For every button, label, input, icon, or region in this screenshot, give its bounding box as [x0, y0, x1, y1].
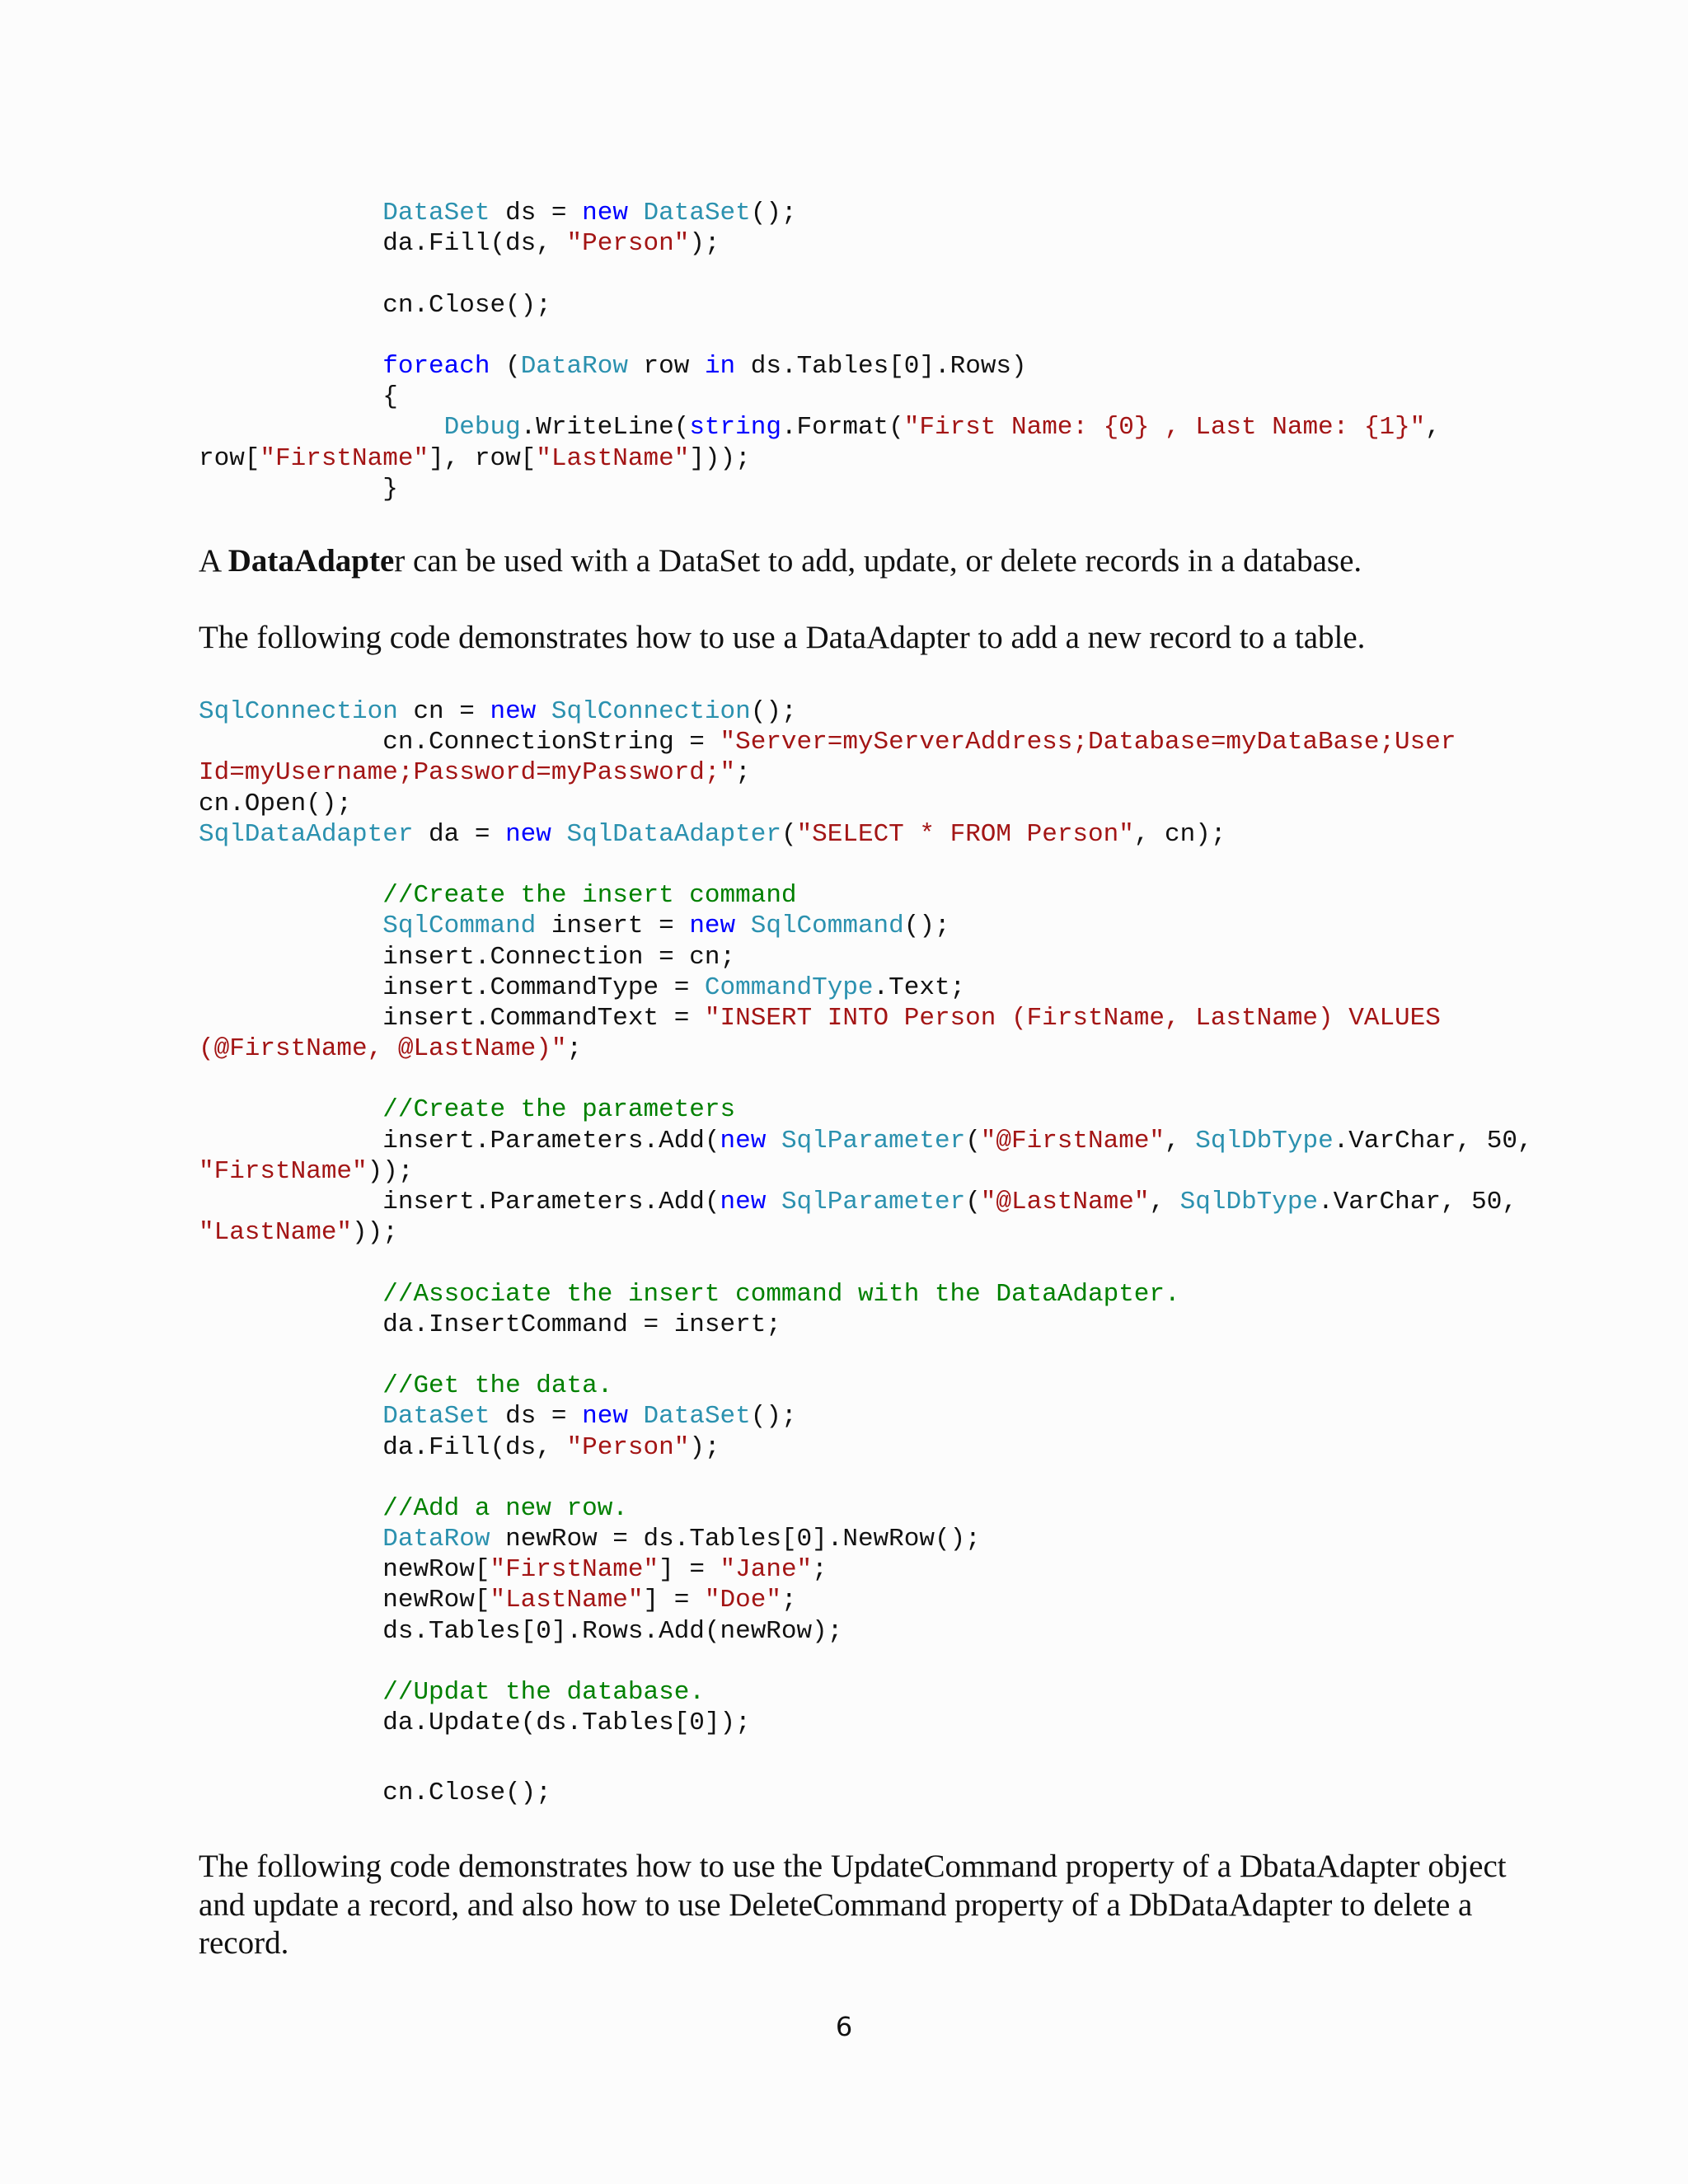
code-line: [199, 1003, 1533, 1033]
code-token: //Updat the database.: [382, 1678, 705, 1707]
code-token: SqlDataAdapter: [566, 819, 781, 849]
code-token: SqlConnection: [551, 697, 751, 726]
code-token: [199, 881, 382, 910]
bold-term-dataadapter: DataAdapte: [227, 543, 395, 579]
code-block-dataset-fill: [199, 198, 1441, 504]
code-token: in: [704, 351, 736, 381]
code-token: DataRow: [382, 1525, 490, 1554]
code-token: , cn);: [1133, 819, 1226, 849]
code-token: "INSERT INTO Person (FirstName, LastName) VALUES: [704, 1003, 1441, 1033]
code-token: [628, 199, 644, 227]
code-token: SqlDbType: [1179, 1188, 1319, 1216]
code-line: [199, 819, 1533, 850]
code-token: //Get the data.: [382, 1371, 613, 1401]
code-token: [199, 1280, 382, 1309]
code-token: //Create the insert command: [382, 881, 797, 911]
code-line: [199, 1585, 1533, 1615]
code-token: DataRow: [520, 351, 628, 381]
code-token: "FirstName": [490, 1555, 659, 1585]
code-token: SqlParameter: [781, 1126, 966, 1155]
code-token: insert.CommandText =: [199, 1003, 705, 1033]
code-token: SqlDbType: [1195, 1126, 1334, 1155]
code-token: (@FirstName, @LastName)": [199, 1034, 567, 1064]
code-token: ));: [352, 1218, 398, 1248]
code-token: [766, 1127, 781, 1155]
code-line: [199, 880, 1533, 911]
code-line: [199, 1094, 1533, 1125]
code-line: [199, 1524, 1533, 1554]
code-token: da.Update(ds.Tables[0]);: [199, 1708, 751, 1738]
code-token: .Text;: [873, 972, 966, 1002]
code-token: ]));: [689, 443, 751, 473]
code-token: newRow = ds.Tables[0].NewRow();: [490, 1525, 981, 1554]
code-token: DataSet: [643, 199, 751, 227]
code-token: "SELECT * FROM Person": [796, 819, 1134, 849]
code-line: [199, 259, 1441, 289]
code-line: [199, 1217, 1533, 1248]
page-number: 6: [835, 2011, 853, 2042]
code-token: //Associate the insert command with the DataAdapter.: [382, 1279, 1180, 1309]
code-token: {: [199, 382, 398, 412]
code-line: [199, 850, 1533, 880]
code-line: [199, 1340, 1533, 1371]
code-token: da.InsertCommand = insert;: [199, 1310, 781, 1339]
code-token: CommandType: [704, 972, 874, 1002]
code-token: ;: [812, 1555, 828, 1585]
paragraph-prefix: A: [199, 543, 228, 579]
code-token: SqlConnection: [199, 697, 398, 726]
code-token: row: [627, 351, 705, 381]
code-token: (: [965, 1188, 981, 1216]
code-line: [199, 228, 1441, 259]
code-line: [199, 1432, 1533, 1463]
code-token: //Create the parameters: [382, 1095, 736, 1125]
code-token: ));: [367, 1156, 414, 1186]
code-token: ;: [735, 758, 751, 788]
paragraph-update-delete-intro: The following code demonstrates how to use the UpdateCommand property of a DbataAdapter object and update a record, and also how to use DeleteCommand property of a DbDataAdapter to delete a record.: [199, 1849, 1507, 1961]
code-token: cn.Close();: [199, 1779, 551, 1807]
code-token: "LastName": [536, 443, 690, 473]
code-token: "Doe": [704, 1586, 781, 1615]
code-token: .WriteLine(: [520, 413, 690, 443]
code-token: .VarChar, 50,: [1318, 1188, 1517, 1216]
code-token: new: [720, 1188, 767, 1216]
code-line: [199, 1677, 1533, 1708]
code-token: newRow[: [199, 1586, 490, 1615]
paragraph-dataadapter-intro: [199, 542, 1517, 581]
code-line: [199, 1778, 551, 1808]
code-token: cn =: [397, 697, 490, 726]
code-block-close-connection: [199, 1778, 551, 1808]
code-token: ();: [750, 697, 797, 726]
code-token: [199, 1525, 382, 1554]
code-line: [199, 1493, 1533, 1524]
code-line: [199, 1401, 1533, 1432]
code-token: ds =: [490, 199, 583, 227]
code-line: [199, 1310, 1533, 1340]
code-token: ds.Tables[0].Rows.Add(newRow);: [199, 1616, 843, 1646]
code-token: "LastName": [199, 1218, 353, 1248]
code-token: [766, 1188, 781, 1216]
code-token: );: [689, 229, 720, 259]
code-token: [199, 413, 444, 442]
code-token: [199, 912, 382, 940]
code-line: [199, 1279, 1533, 1310]
code-line: [199, 1248, 1533, 1278]
code-line: [199, 1616, 1533, 1647]
code-line: [199, 1187, 1533, 1217]
code-token: );: [689, 1432, 720, 1462]
code-token: new: [505, 819, 551, 849]
code-line: [199, 789, 1533, 819]
code-token: }: [199, 474, 398, 504]
code-token: ;: [566, 1034, 583, 1064]
code-token: ds =: [490, 1402, 583, 1432]
code-token: (: [490, 351, 521, 381]
code-token: cn.Close();: [199, 290, 551, 320]
code-token: da =: [413, 819, 506, 849]
code-line: [199, 321, 1441, 351]
code-token: [199, 199, 382, 227]
code-line: [199, 1033, 1533, 1064]
code-token: ();: [750, 199, 797, 227]
code-line: [199, 382, 1441, 412]
code-token: .VarChar, 50,: [1333, 1126, 1533, 1155]
code-token: "Person": [566, 1432, 690, 1462]
code-token: "FirstName": [199, 1156, 368, 1186]
code-line: [199, 1371, 1533, 1401]
code-token: "Server=myServerAddress;Database=myDataBase;User: [720, 728, 1456, 757]
code-token: "Person": [566, 229, 690, 259]
code-line: [199, 290, 1441, 321]
code-token: new: [490, 697, 537, 726]
code-token: SqlCommand: [750, 912, 904, 941]
code-block-insert-record: [199, 696, 1533, 1738]
code-token: insert =: [536, 912, 690, 941]
code-line: [199, 727, 1533, 757]
code-token: foreach: [382, 351, 490, 381]
code-line: [199, 911, 1533, 941]
paragraph-add-record-intro: The following code demonstrates how to use a DataAdapter to add a new record to a table.: [199, 620, 1366, 655]
code-line: [199, 972, 1533, 1003]
code-line: [199, 1708, 1533, 1738]
code-token: Id=myUsername;Password=myPassword;": [199, 758, 736, 788]
code-line: [199, 1126, 1533, 1156]
code-token: SqlCommand: [382, 912, 537, 941]
code-token: (: [781, 819, 797, 849]
code-token: [628, 1402, 644, 1431]
code-token: .Format(: [781, 413, 904, 443]
code-token: SqlParameter: [781, 1188, 966, 1216]
code-line: [199, 757, 1533, 788]
code-line: [199, 1064, 1533, 1094]
code-line: [199, 1554, 1533, 1585]
code-token: ();: [750, 1402, 797, 1432]
code-token: Debug: [443, 413, 521, 443]
code-token: ds.Tables[0].Rows): [735, 351, 1027, 381]
code-token: new: [720, 1126, 767, 1155]
code-token: "Jane": [720, 1555, 813, 1585]
code-token: insert.Connection = cn;: [199, 942, 736, 972]
code-line: [199, 474, 1441, 504]
code-line: [199, 443, 1441, 474]
code-token: "@LastName": [980, 1188, 1150, 1216]
code-line: [199, 1647, 1533, 1677]
code-token: [199, 1678, 382, 1707]
code-line: [199, 696, 1533, 727]
code-line: [199, 351, 1441, 382]
code-token: insert.CommandType =: [199, 972, 705, 1002]
code-token: (: [965, 1126, 981, 1155]
code-token: [199, 352, 382, 381]
code-token: ();: [903, 912, 950, 941]
code-token: SqlDataAdapter: [199, 819, 414, 849]
code-token: "LastName": [490, 1586, 644, 1615]
code-line: [199, 1156, 1533, 1187]
code-token: ,: [1165, 1126, 1196, 1155]
code-token: insert.Parameters.Add(: [199, 1126, 720, 1155]
code-token: new: [582, 1402, 628, 1432]
code-token: new: [689, 912, 736, 941]
code-token: DataSet: [382, 1402, 490, 1432]
code-token: ,: [1149, 1188, 1180, 1216]
code-token: ] =: [659, 1555, 720, 1585]
code-token: row[: [199, 443, 260, 473]
code-line: [199, 412, 1441, 443]
code-token: da.Fill(ds,: [199, 1432, 567, 1462]
code-token: ;: [781, 1586, 797, 1615]
code-token: [199, 1095, 382, 1124]
code-token: "@FirstName": [980, 1126, 1165, 1155]
code-line: [199, 1463, 1533, 1493]
code-token: "First Name: {0} , Last Name: {1}": [903, 413, 1426, 443]
code-line: [199, 942, 1533, 972]
code-token: newRow[: [199, 1555, 490, 1585]
code-token: [199, 1402, 382, 1431]
code-token: [735, 912, 751, 940]
code-token: [199, 1371, 382, 1400]
code-token: new: [582, 199, 628, 227]
code-token: string: [689, 413, 781, 443]
code-token: insert.Parameters.Add(: [199, 1188, 720, 1216]
code-token: da.Fill(ds,: [199, 229, 567, 259]
code-line: [199, 198, 1441, 228]
code-token: ], row[: [429, 443, 537, 473]
code-token: [199, 1494, 382, 1523]
code-token: [551, 820, 567, 849]
code-token: DataSet: [643, 1402, 751, 1432]
code-token: ] =: [643, 1586, 705, 1615]
code-token: //Add a new row.: [382, 1493, 628, 1523]
code-token: DataSet: [382, 199, 490, 227]
code-token: "FirstName": [260, 443, 429, 473]
code-token: ,: [1425, 413, 1441, 443]
code-token: cn.Open();: [199, 789, 353, 818]
code-token: cn.ConnectionString =: [199, 728, 720, 757]
code-token: [536, 697, 551, 726]
paragraph-suffix: r can be used with a DataSet to add, update, or delete records in a database.: [394, 543, 1362, 579]
